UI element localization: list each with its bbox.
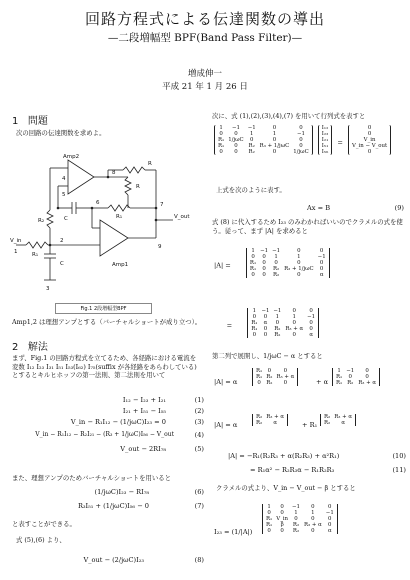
expansion-1-label: |A| = α xyxy=(214,378,238,386)
det-a2-cell: R₁ xyxy=(251,326,258,332)
det-a2-cell: 0 xyxy=(292,308,296,314)
det-a2-cell: 0 xyxy=(275,320,280,326)
eq-9-row xyxy=(212,204,404,216)
det-a-cell: R₁ xyxy=(249,266,257,272)
eq-4-no: (4) xyxy=(194,431,204,439)
vector-b-cell: V_in − V_out xyxy=(351,143,388,149)
label-r2: R₂ xyxy=(38,218,45,224)
problem-text: 次の回路の伝達関数を求めよ。 xyxy=(16,129,106,137)
matrix-a-cell: −1 xyxy=(247,125,256,131)
cramer-text: クラメルの式より、V_in − V_out − β とすると xyxy=(216,484,356,492)
i23-det-cell: 1 xyxy=(267,504,271,510)
matrix-a-cell: 0 xyxy=(219,149,223,155)
expansion-1: |A| = α R₁ 0 0 R₁ R₂ R₃ + α 0 R₂ 0 + α 1 −1 0 R₁ 0 0 R₁ R₂ R₃ + α xyxy=(214,366,406,400)
cramer-intro: 式 (8) に代入するため I₂₃ のみわかればいいのでクラメルの式を使う。従って、まず |A| を求めると xyxy=(212,218,403,235)
kirchhoff-equations xyxy=(12,396,204,456)
vector-b-cell: 0 xyxy=(367,149,372,155)
eq-5-no: (5) xyxy=(194,445,204,453)
resistor-r2 xyxy=(47,210,53,228)
expansion-1-minor-b: 1 −1 0 R₁ 0 0 R₁ R₂ R₃ + α xyxy=(332,368,380,386)
det-a-label: |A| = xyxy=(214,261,231,270)
i23-expression xyxy=(214,500,406,570)
eq-6: (1/jωC)I₂₃ − RI₇₈ xyxy=(94,488,149,496)
matrix-a-cell: R₁ xyxy=(218,137,225,143)
label-vout: V_out xyxy=(174,214,190,220)
matrix-a-cell: 1 xyxy=(219,125,223,131)
det-a2-cell: 0 xyxy=(292,320,296,326)
node-6: 6 xyxy=(96,200,100,206)
i23-det-cell: 0 xyxy=(267,510,271,516)
virtual-short-equations xyxy=(12,488,204,516)
i23-det-cell: 0 xyxy=(280,528,284,534)
eq-10: |A| = −R₁(R₂R₃ + α(R₂R₃) + α²R₁) xyxy=(228,452,340,460)
det-a-cell: 1 xyxy=(274,254,278,260)
det-a2-cell: R₁ xyxy=(251,320,258,326)
det-a-cell: 0 xyxy=(262,266,266,272)
i23-det-cell: 0 xyxy=(280,504,284,510)
matrix-a-cell: 1/jωC xyxy=(293,149,309,155)
eq-11-row xyxy=(214,466,406,478)
vector-i-cell: I₂₁ xyxy=(321,137,329,143)
i23-det-cell: 0 xyxy=(267,528,271,534)
vector-i-cell: I₅₁ xyxy=(321,143,329,149)
i23-det-cell: 0 xyxy=(311,516,315,522)
vector-b-cell: V_in xyxy=(363,137,376,143)
section-2-number: 2 xyxy=(12,342,19,353)
matrix-a-cell: 1/jωC xyxy=(228,137,244,143)
matrix-a-cell: 0 xyxy=(219,131,223,137)
det-a-cell: 0 xyxy=(262,260,266,266)
i23-det-cell: 0 xyxy=(311,528,315,534)
eq8-intro: 式 (5),(6) より、 xyxy=(16,536,66,544)
eq-5: V_out − 2RI₇₈ xyxy=(120,445,166,453)
amp2-symbol xyxy=(68,160,94,194)
det-a-cell: 0 xyxy=(297,260,301,266)
label-r-top: R xyxy=(148,161,152,167)
label-r-mid: R xyxy=(136,184,140,190)
eq-6-no: (6) xyxy=(194,488,204,496)
det-a-cell: −1 xyxy=(260,248,269,254)
label-amp1: Amp1 xyxy=(112,262,129,268)
expansion-2-minor-b: R₂ R₃ + α R₂ α xyxy=(320,414,356,426)
i23-det-cell: −1 xyxy=(292,504,300,510)
author: 増成伸一 xyxy=(187,69,222,79)
det-a-cell: 1 xyxy=(297,254,301,260)
i23-det-cell: −1 xyxy=(325,510,334,516)
matrix-a-cell: R₂ xyxy=(248,149,255,155)
det-a-cell: 0 xyxy=(297,248,301,254)
i23-det-cell: R₂ xyxy=(292,522,300,528)
vector-i-cell: I₂₃ xyxy=(321,131,329,137)
resistor-r1-right xyxy=(108,205,130,211)
eq-3: V_in − R₁I₁₂ − (1/jωC)I₂₃ = 0 xyxy=(70,418,166,426)
resistor-r-mid xyxy=(125,177,131,195)
matrix-a-cell: 0 xyxy=(249,137,254,143)
matrix-a-cell: 1 xyxy=(249,131,254,137)
matrix-a-cell: 0 xyxy=(272,149,277,155)
eq-4: V_in − R₁I₁₂ − R₂I₂₁ − (R₃ + 1/jωC)I₅₆ − V_out xyxy=(35,431,174,438)
i23-det-cell: R₁ xyxy=(266,522,273,528)
matrix-a-cell: 0 xyxy=(299,125,303,131)
section-1-number: 1 xyxy=(12,116,19,127)
eq-2-no: (2) xyxy=(194,407,204,415)
det-a2-cell: −1 xyxy=(261,308,270,314)
end-text: と表すことができる。 xyxy=(12,520,76,528)
eq-11-no: (11) xyxy=(392,466,406,474)
matrix-a-cell: 0 xyxy=(234,149,238,155)
det-a2-cell: 0 xyxy=(263,332,268,338)
eq-8: V_out − (2/jωC)I₂₃ xyxy=(83,556,144,564)
label-r1-input: R₁ xyxy=(32,252,39,258)
i23-det-cell: 0 xyxy=(328,522,332,528)
det-a-cell: 0 xyxy=(319,266,324,272)
det-a2-cell: 0 xyxy=(309,320,313,326)
det-a2-cell: R₂ xyxy=(274,332,281,338)
matrix-equation: 1 −1 −1 0 0 0 0 1 1 −1 R₁ 1/jωC 0 0 0 R₁ 0 R₂ R₃ + 1/jωC 0 0 0 R₂ 0 1/jωC I₁₂ I₂₃ I₂₁ I₅₁ I₅₆ = 0 0 V_in V_in − V_out 0 xyxy=(214,125,406,155)
det-a2-cell: 0 xyxy=(309,308,313,314)
i23-det-cell: α xyxy=(327,528,332,534)
node-1: 1 xyxy=(14,249,18,255)
matrix-a-cell: 0 xyxy=(234,131,238,137)
node-7: 7 xyxy=(160,202,164,208)
det-a-cell: 0 xyxy=(262,254,266,260)
eq-7-no: (7) xyxy=(194,502,204,510)
det-a-cell: R₃ + 1/jωC xyxy=(284,266,314,272)
matrix-a-cell: 0 xyxy=(299,143,303,149)
eq-11: = R₁α² − R₂R₃α − R₁R₂R₃ xyxy=(250,466,335,474)
i23-matrix xyxy=(262,504,338,534)
figure-caption: Fig.1 2段増幅型BPF xyxy=(55,303,152,314)
det-a-matrix xyxy=(246,248,330,278)
det-a2-cell: 1 xyxy=(252,308,257,314)
section-2-title: 解法 xyxy=(27,342,48,353)
det-a-cell: 0 xyxy=(251,254,255,260)
det-a-cell: 1 xyxy=(251,248,255,254)
det-a2-cell: 0 xyxy=(292,332,296,338)
det-a2-cell: R₃ + α xyxy=(285,326,304,332)
resistor-r-top xyxy=(123,167,145,173)
det-a-cell: R₂ xyxy=(272,272,280,278)
det-a2-cell: R₂ xyxy=(274,326,281,332)
virtual-short-text: また、理想アンプのためバーチャルショートを用いると xyxy=(12,474,172,482)
eq-8-row xyxy=(12,556,204,568)
expansion-1-minor-a: R₁ 0 0 R₁ R₂ R₃ + α 0 R₂ 0 xyxy=(252,368,298,386)
vector-b xyxy=(348,125,391,155)
expansion-2-minor-a: R₂ R₃ + α R₂ α xyxy=(252,414,288,426)
represent-text: 上式を次のように表す。 xyxy=(216,186,286,194)
matrix-a-cell: 1 xyxy=(272,131,277,137)
i23-det-cell: 0 xyxy=(311,504,315,510)
det-a-cell: α xyxy=(319,272,324,278)
det-a2-cell: α xyxy=(309,332,313,338)
i23-det-cell: R₂ xyxy=(292,528,300,534)
resistor-r1-input xyxy=(26,242,48,248)
amp1-symbol xyxy=(100,220,128,256)
matrix-a-cell: 0 xyxy=(272,137,277,143)
det-a-cell: 0 xyxy=(251,272,255,278)
paper-title: 回路方程式による伝達関数の導出 xyxy=(84,10,325,28)
i23-det-cell: 1 xyxy=(294,510,298,516)
i23-det-cell: 0 xyxy=(328,516,332,522)
expansion-2-label: |A| = α xyxy=(214,421,238,429)
det-a2-cell: 0 xyxy=(252,314,257,320)
matrix-a-cell: −1 xyxy=(231,125,240,131)
det-a-cell: R₂ xyxy=(272,266,280,272)
vector-b-cell: 0 xyxy=(367,125,372,131)
eq-10-row xyxy=(214,452,406,464)
eq-1-no: (1) xyxy=(194,396,204,404)
eq-10-no: (10) xyxy=(392,452,406,460)
det-a-cell: 0 xyxy=(319,248,324,254)
section-1-title: 問題 xyxy=(27,116,48,127)
matrix-a-cell: 0 xyxy=(234,143,238,149)
eq-3-no: (3) xyxy=(194,418,204,426)
vector-b-cell: 0 xyxy=(367,131,372,137)
node-2: 2 xyxy=(60,238,64,244)
paper-subtitle: —二段増幅型 BPF(Band Pass Filter)— xyxy=(107,32,303,44)
det-a2-cell: −1 xyxy=(273,308,282,314)
det-a-1 xyxy=(214,248,406,278)
matrix-a-cell: R₁ xyxy=(218,143,225,149)
amp-note: Amp1,2 は理想アンプとする（バーチャルショートが成り立つ）。 xyxy=(12,318,202,326)
i23-det-cell: 0 xyxy=(328,504,332,510)
node-8: 8 xyxy=(112,170,116,176)
eq-1: I₁₂ − I₂₃ + I₂₁ xyxy=(122,396,166,404)
det-a2-cell: 1 xyxy=(275,314,280,320)
eq-9-no: (9) xyxy=(394,204,404,212)
node-5: 5 xyxy=(62,192,66,198)
det-a-cell: 0 xyxy=(262,272,266,278)
det-a2-cell: 0 xyxy=(263,314,268,320)
i23-det-cell: R₁ xyxy=(266,516,273,522)
i23-det-cell: 0 xyxy=(294,516,298,522)
det-a-cell: R₁ xyxy=(249,260,257,266)
matrix-a-cell: R₂ xyxy=(248,143,255,149)
i23-det-cell: 1 xyxy=(311,510,315,516)
eq-2: I₂₁ + I₅₁ − I₅₅ xyxy=(122,407,166,415)
matrix-a-cell: R₃ + 1/jωC xyxy=(259,143,290,149)
node-9: 9 xyxy=(158,244,162,250)
det-a2-cell: −1 xyxy=(307,314,316,320)
i23-det-cell: β xyxy=(280,522,284,528)
label-c-mid: C xyxy=(64,216,68,222)
expand-text: 第二列で展開し、1/jωC − α とすると xyxy=(212,352,323,360)
det-a-cell: 0 xyxy=(274,260,278,266)
i23-det-cell: V_in xyxy=(276,516,289,522)
label-vin: V_in xyxy=(10,238,22,244)
det-a2-cell: 0 xyxy=(252,332,257,338)
matrix-a-cell: −1 xyxy=(297,131,305,137)
i23-det-cell: R₃ + α xyxy=(303,522,322,528)
det-a2-cell: 1 xyxy=(292,314,296,320)
label-amp2: Amp2 xyxy=(63,154,80,160)
det-a2-cell: 0 xyxy=(263,326,268,332)
node-4: 4 xyxy=(62,176,66,182)
section-1-heading xyxy=(12,112,48,127)
matrix-a-cell: 0 xyxy=(272,125,277,131)
eq-7: R₃I₅₁ + (1/jωC)I₅₆ − 0 xyxy=(77,502,149,510)
section-2-heading xyxy=(12,338,48,353)
vector-i xyxy=(318,125,332,155)
matrix-a-cell: 0 xyxy=(299,137,303,143)
vector-i-cell: I₁₂ xyxy=(321,125,329,131)
det-a-cell: 0 xyxy=(297,272,301,278)
matrix-intro: 次に、式 (1),(2),(3),(4),(7) を用いて行列式を表すと xyxy=(212,112,366,120)
eq-9: Ax = B xyxy=(307,204,331,212)
det-a-cell: 0 xyxy=(319,260,324,266)
circuit-diagram xyxy=(8,150,198,300)
node-3: 3 xyxy=(46,286,50,292)
label-c-ground: C xyxy=(60,261,64,267)
det-a2-cell: 0 xyxy=(309,326,313,332)
det-a-cell: −1 xyxy=(272,248,281,254)
eq-8-no: (8) xyxy=(194,556,204,564)
matrix-a xyxy=(214,125,313,155)
det-a2-matrix xyxy=(247,308,319,338)
date: 平成 21 年 1 月 26 日 xyxy=(162,82,248,92)
expansion-2: |A| = α R₂ R₃ + α R₂ α + R₁ R₂ R₃ + α R₂ α xyxy=(214,412,406,442)
det-a2-cell: α xyxy=(263,320,268,326)
label-r1-right: R₁ xyxy=(116,214,123,220)
i23-label: I₂₃ = (1/|A|) xyxy=(214,528,253,536)
i23-det-cell: 0 xyxy=(280,510,284,516)
vector-i-cell: I₅₆ xyxy=(321,149,329,155)
det-a-cell: −1 xyxy=(317,254,326,260)
method-text: まず、Fig.1 の回路方程式を立てるため、各経路における電流を変数 I₁₂ I₂₃ I₃₁ I₅₁ I₅₃(I₆₂) I₇₅(suffix が各経路をあらわしている) とするとキルヒホッフの第一法則、第二法則を用いて xyxy=(12,354,197,380)
det-a-2: = 1 −1 −1 0 0 0 0 1 1 −1 R₁ α 0 0 0 R₁ 0 R₂ R₃ + α 0 0 0 R₂ 0 α xyxy=(214,308,406,338)
